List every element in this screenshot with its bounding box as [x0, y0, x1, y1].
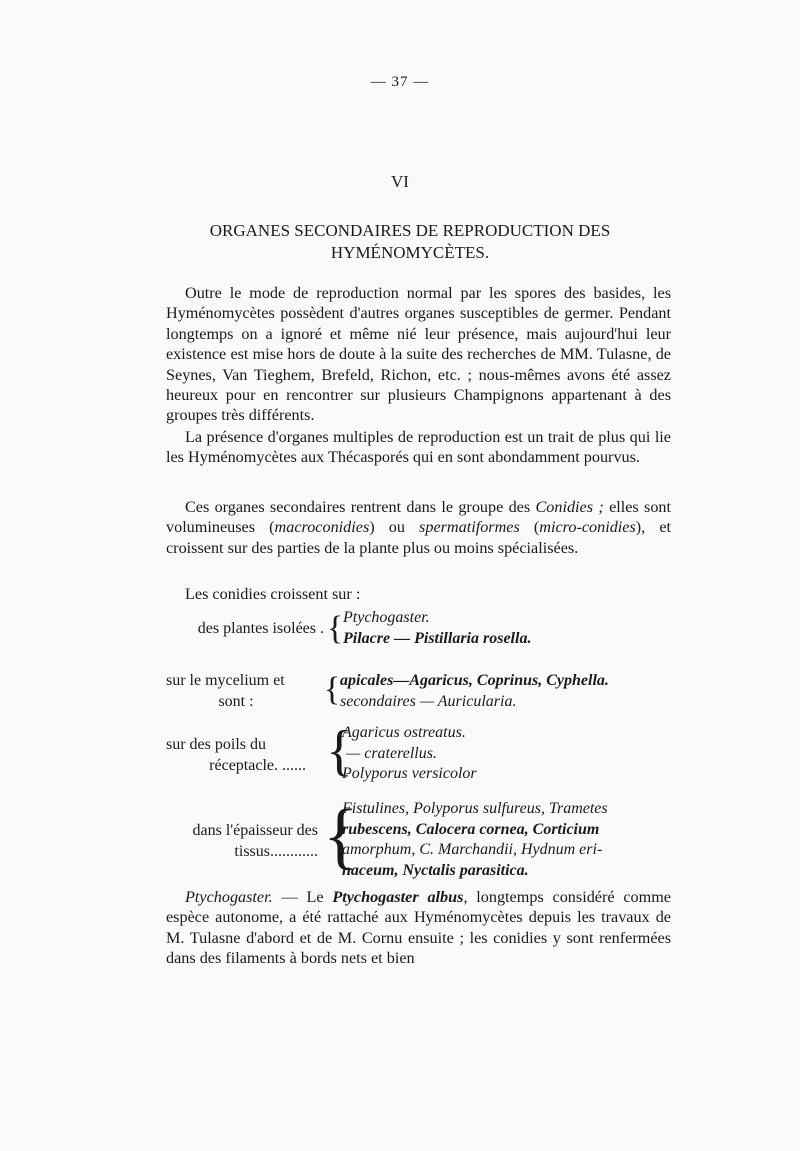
- brace-icon: {: [326, 720, 353, 782]
- row-4-item-2: rubescens, Calocera cornea, Corticium: [342, 820, 600, 838]
- p3-i: ), et croissent sur des parties de la plante plus ou moins spécialisées.: [166, 518, 672, 557]
- classification-row-1: [166, 608, 676, 650]
- section-title: [150, 220, 670, 264]
- p5-b: — Le: [281, 888, 324, 906]
- row-3-items: [342, 723, 477, 785]
- row-2-label-line-1: sur le mycelium et: [166, 672, 285, 689]
- paragraph-5-text: [166, 887, 671, 969]
- classification-row-3: [166, 720, 676, 789]
- paragraph-4-text: Les conidies croissent sur :: [185, 585, 361, 603]
- brace-icon: {: [324, 671, 341, 708]
- row-1-item-1: Ptychogaster.: [343, 609, 430, 626]
- paragraph-2: [166, 427, 671, 468]
- classification-row-4: [166, 795, 676, 885]
- row-1-items: [343, 608, 531, 649]
- row-3-item-3: Polyporus versicolor: [342, 765, 477, 782]
- paragraph-3: [166, 497, 671, 558]
- row-3-item-1: Agaricus ostreatus.: [342, 724, 466, 741]
- section-number: VI: [391, 172, 409, 191]
- page-number: — 37 —: [370, 74, 430, 90]
- row-2-items: [340, 671, 609, 712]
- paragraph-3-text: [166, 497, 671, 558]
- p3-g: (: [533, 518, 540, 537]
- row-4-label: [158, 821, 318, 862]
- p5-ptychogaster-albus: Ptychogaster albus: [332, 888, 464, 906]
- paragraph-1: [166, 283, 671, 426]
- classification-row-2: [166, 671, 676, 713]
- p3-conidies: Conidies ;: [535, 498, 604, 516]
- row-4-items: [342, 799, 677, 881]
- row-2-label: [166, 671, 306, 712]
- title-line-1: ORGANES SECONDAIRES DE REPRODUCTION DES: [209, 221, 611, 240]
- p5-d: , longtemps considéré comme espèce autonome, a été rattaché aux Hyménomycètes depuis les travaux de M. Tulasne d'abord et de M. Cornu ensuite ; les conidies y sont renfermées dans des filaments à bords nets et bien: [166, 888, 671, 968]
- p3-c: elles sont volumineuses (: [166, 498, 672, 537]
- row-3-label-line-1: sur des poils du: [166, 736, 266, 753]
- row-2-label-line-2: sont :: [218, 692, 254, 710]
- row-2-item-1: apicales—Agaricus, Coprinus, Cyphella.: [340, 672, 609, 689]
- row-4-item-1: Fistulines, Polyporus sulfureus, Trametes: [342, 800, 608, 817]
- brace-icon: {: [327, 610, 344, 647]
- row-4-label-line-1: dans l'épaisseur des: [192, 822, 318, 839]
- row-3-label: [166, 735, 306, 776]
- paragraph-5: [166, 887, 671, 969]
- paragraph-4: [166, 584, 671, 604]
- paragraph-2-text: La présence d'organes multiples de reproduction est un trait de plus qui lie les Hyménomycètes aux Thécasporés qui en sont abondamment pourvus.: [166, 428, 671, 467]
- row-3-item-2: — craterellus.: [346, 744, 437, 762]
- row-4-item-4: naceum, Nyctalis parasitica.: [342, 861, 529, 879]
- brace-icon: {: [323, 795, 359, 877]
- row-3-label-line-2: réceptacle. ......: [209, 756, 306, 774]
- p3-microconidies: micro-conidies: [539, 518, 636, 537]
- p3-macroconidies: macroconidies: [274, 518, 370, 537]
- p3-e: ) ou: [369, 518, 405, 537]
- row-1-item-2: Pilacre — Pistillaria rosella.: [343, 629, 532, 647]
- paragraph-1-text: Outre le mode de reproduction normal par les spores des basides, les Hyménomycètes possèdent d'autres organes susceptibles de germer. Pendant longtemps on a ignoré et même nié leur présence, mais aujourd'hui leur existence est mise hors de doute à la suite des recherches de MM. Tulasne, de Seynes, Van Tieghem, Brefeld, Richon, etc. ; nous-mêmes avons été assez heureux pour en rencontrer sur plusieurs Champignons appartenant à des groupes très différents.: [166, 284, 671, 425]
- title-line-2: HYMÉNOMYCÈTES.: [330, 243, 490, 262]
- p3-spermatiformes: spermatiformes: [419, 518, 520, 537]
- p3-a: Ces organes secondaires rentrent dans le groupe des: [185, 498, 531, 516]
- row-1-label: des plantes isolées .: [197, 620, 324, 637]
- row-4-item-3: amorphum, C. Marchandii, Hydnum eri-: [342, 841, 603, 858]
- p5-ptychogaster: Ptychogaster.: [185, 888, 273, 906]
- row-2-item-2: secondaires — Auricularia.: [340, 692, 517, 710]
- row-4-label-line-2: tissus............: [234, 842, 318, 860]
